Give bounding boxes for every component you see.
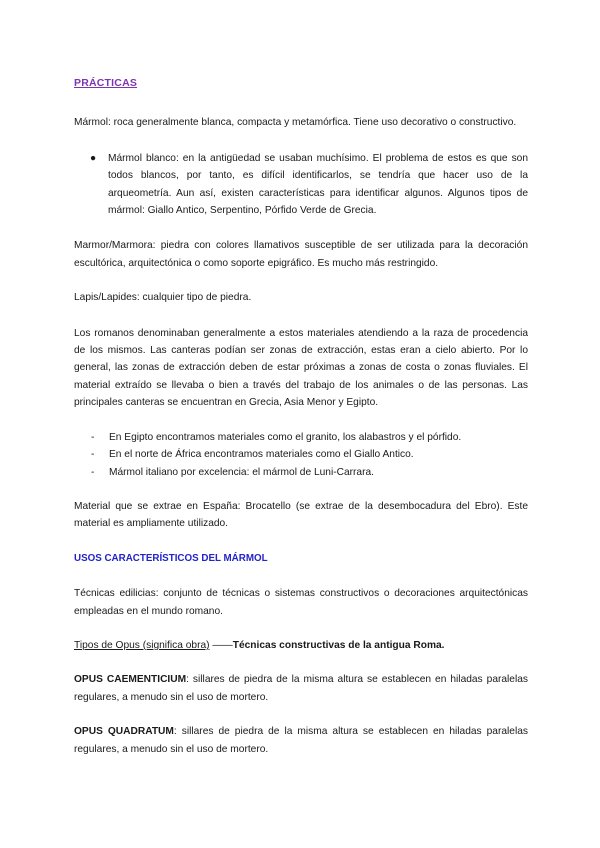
bullet-icon: ● bbox=[90, 152, 97, 164]
list-item-text: En el norte de África encontramos materiales como el Giallo Antico. bbox=[109, 449, 414, 461]
paragraph-opus-caementicium: OPUS CAEMENTICIUM: sillares de piedra de la misma altura se establecen en hiladas paralelas regulares, a menudo sin el uso de mortero. bbox=[74, 674, 528, 703]
paragraph-romanos: Los romanos denominaban generalmente a estos materiales atendiendo a la raza de procedencia de los mismos. Las canteras podían ser zonas de extracción, estas eran a cielo abierto. Por lo general, las zonas de extracción deben de estar próximas a zonas de costa o zonas fluviales. El material extraído se llevaba o bien a través del trabajo de los animales o de las personas. Las principales canteras se encuentran en Grecia, Asia Menor y Egipto. bbox=[74, 327, 528, 409]
dash-icon: - bbox=[91, 431, 95, 443]
paragraph-lapis: Lapis/Lapides: cualquier tipo de piedra. bbox=[74, 292, 252, 304]
term: OPUS QUADRATUM bbox=[74, 726, 174, 738]
dash-icon: - bbox=[91, 466, 95, 478]
list-item bbox=[74, 150, 528, 220]
list-item-text: Mármol blanco: en la antigüedad se usaban muchísimo. El problema de estos es que son todos blancos, por tanto, es difícil identificarlos, se tendría que hacer uso de la arqueometría. Aun así, existen características para identificar algunos. Algunos tipos de mármol: Giallo Antico, Serpentino, Pórfido Verde de Grecia. bbox=[108, 152, 528, 217]
dash-icon: - bbox=[91, 449, 95, 461]
dash-list bbox=[74, 429, 528, 481]
bullet-list bbox=[74, 150, 528, 220]
paragraph-marmol: Mármol: roca generalmente blanca, compacta y metamórfica. Tiene uso decorativo o constructivo. bbox=[74, 117, 517, 129]
list-item bbox=[74, 464, 528, 481]
page-title: PRÁCTICAS bbox=[74, 77, 138, 89]
list-item-text: Mármol italiano por excelencia: el mármol de Luni-Carrara. bbox=[109, 466, 374, 478]
list-item bbox=[74, 429, 528, 446]
paragraph-marmor: Marmor/Marmora: piedra con colores llamativos susceptible de ser utilizada para la decoración escultórica, arquitectónica o como soporte epigráfico. Es mucho más restringido. bbox=[74, 240, 528, 269]
opus-types-line: Tipos de Opus (significa obra) ——Técnicas constructivas de la antigua Roma. bbox=[74, 639, 445, 651]
paragraph-opus-quadratum: OPUS QUADRATUM: sillares de piedra de la misma altura se establecen en hiladas paralelas regulares, a menudo sin el uso de mortero. bbox=[74, 726, 528, 755]
paragraph-tecnicas: Técnicas edilicias: conjunto de técnicas o sistemas constructivos o decoraciones arquitectónicas empleadas en el mundo romano. bbox=[74, 588, 528, 617]
paragraph-espana: Material que se extrae en España: Brocatello (se extrae de la desembocadura del Ebro). Este material es ampliamente utilizado. bbox=[74, 500, 528, 530]
list-item bbox=[74, 446, 528, 463]
list-item-text: En Egipto encontramos materiales como el granito, los alabastros y el pórfido. bbox=[109, 431, 462, 443]
section-heading: USOS CARACTERÍSTICOS DEL MÁRMOL bbox=[74, 552, 268, 564]
term: OPUS CAEMENTICIUM bbox=[74, 674, 187, 686]
